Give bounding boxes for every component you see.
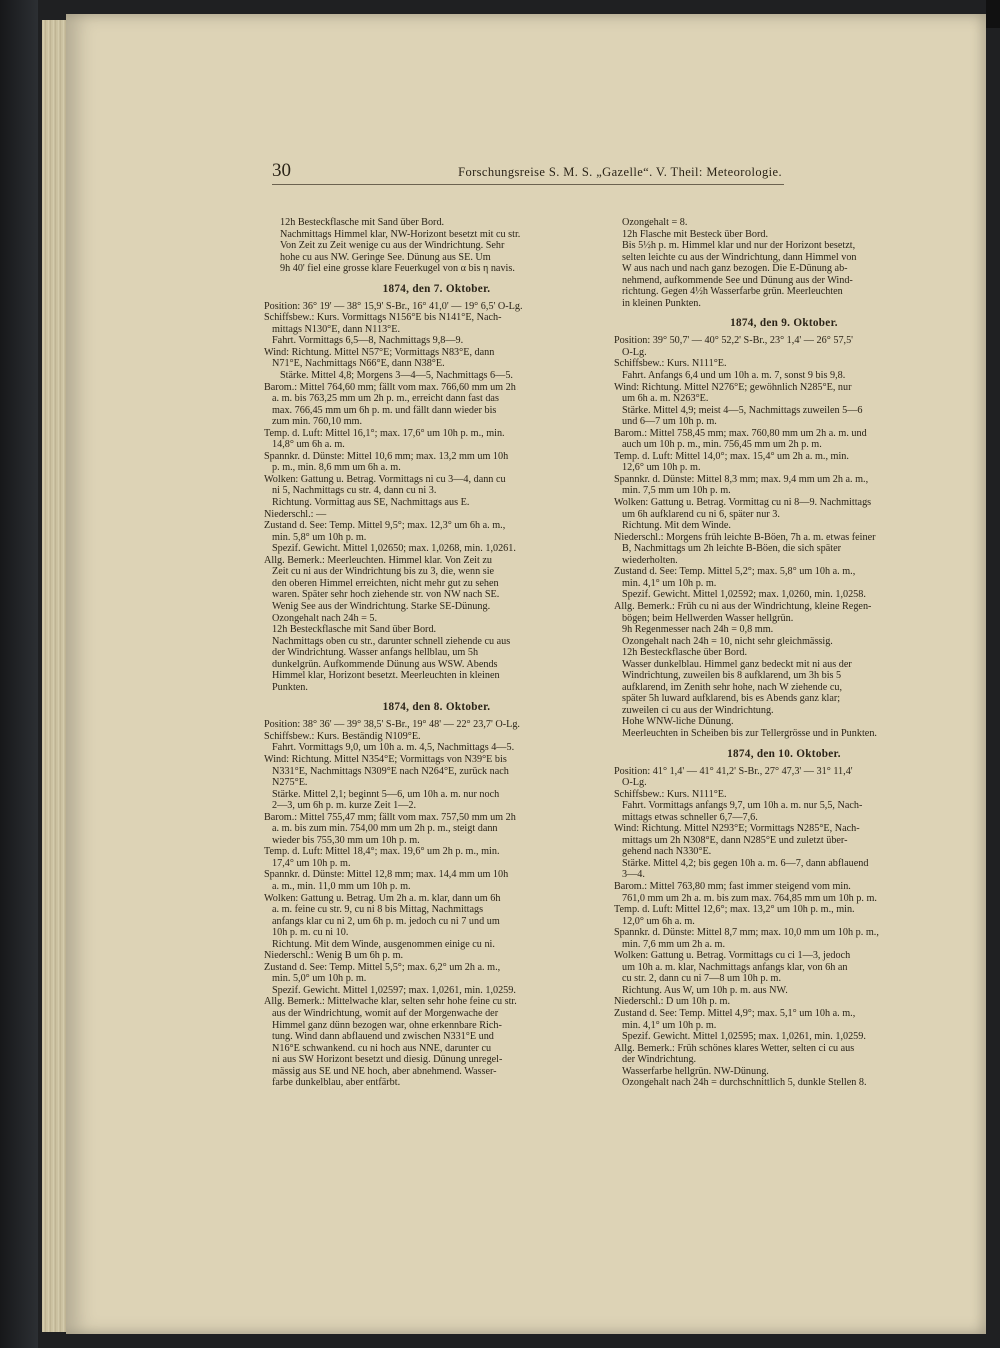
text-line: 12h Besteckflasche mit Sand über Bord. [272,624,437,636]
text-line: cu str. 2, dann cu ni 7—8 um 10h p. m. [622,973,782,985]
text-line: Spezif. Gewicht. Mittel 1,02650; max. 1,0268, min. 1,0261. [272,543,516,555]
text-line: Niederschl.: Morgens früh leichte B-Böen, 7h a. m. etwas feiner [614,531,876,543]
text-line: 17,4° um 10h p. m. [272,857,351,869]
text-line: Allg. Bemerk.: Früh schönes klares Wetter, selten ci cu aus [614,1042,855,1054]
text-line: W aus nach und nach ganz bezogen. Die E-Dünung ab- [622,263,848,275]
text-line: Barom.: Mittel 763,80 mm; fast immer steigend vom min. [614,880,851,892]
text-line: Barom.: Mittel 764,60 mm; fällt vom max. 766,60 mm um 2h [264,381,516,393]
text-line: auch um 10h p. m., min. 756,45 mm um 2h p. m. [622,439,822,451]
text-line: Schiffsbew.: Kurs. N111°E. [614,788,727,800]
text-line: Himmel klar, Horizont besetzt. Meerleuchten in kleinen [272,670,500,682]
text-line: 2—3, um 6h p. m. kurze Zeit 1—2. [272,800,417,812]
text-line: min. 5,0° um 10h p. m. [272,973,367,985]
text-line: der Windrichtung. [622,1054,697,1066]
text-line: selten leichte cu aus der Windrichtung, dann Himmel von [622,251,857,263]
text-line: Spannkr. d. Dünste: Mittel 8,3 mm; max. 9,4 mm um 2h a. m., [614,473,869,485]
text-line: Barom.: Mittel 755,47 mm; fällt vom max. 757,50 mm um 2h [264,811,516,823]
text-line: Ozongehalt nach 24h = 10, nicht sehr gleichmässig. [622,635,833,647]
text-line: Fahrt. Anfangs 6,4 und um 10h a. m. 7, sonst 9 bis 9,8. [622,370,846,382]
text-line: Temp. d. Luft: Mittel 18,4°; max. 19,6° um 2h p. m., min. [264,846,500,858]
text-line: Himmel ganz dünn bezogen war, ohne erkennbare Rich- [272,1019,502,1031]
text-line: waren. Später sehr hoch ziehende str. von NW nach SE. [272,589,500,601]
text-line: Nachmittags Himmel klar, NW-Horizont besetzt mit cu str. [280,228,521,240]
text-line: Stärke. Mittel 4,8; Morgens 3—4—5, Nachmittags 6—5. [280,370,513,382]
text-line: O-Lg. [622,346,647,358]
running-title: Forschungsreise S. M. S. „Gazelle“. V. Theil: Meteorologie. [458,165,782,179]
text-line: Spezif. Gewicht. Mittel 1,02597; max. 1,0261, min. 1,0259. [272,984,516,996]
text-line: richtung. Gegen 4½h Wasserfarbe grün. Meerleuchten [622,286,843,298]
text-line: 761,0 mm um 2h a. m. bis zum max. 764,85 mm um 10h p. m. [622,892,877,904]
text-line: Punkten. [272,681,308,693]
text-line: Barom.: Mittel 758,45 mm; max. 760,80 mm um 2h a. m. und [614,427,867,439]
text-line: 12h Besteckflasche mit Sand über Bord. [280,217,445,228]
section-heading: 1874, den 7. Oktober. [382,282,491,295]
text-line: Temp. d. Luft: Mittel 14,0°; max. 15,4° um 2h a. m., min. [614,450,849,462]
text-line: bögen; beim Hellwerden Wasser hellgrün. [622,612,794,624]
text-line: 12,6° um 10h p. m. [622,462,701,474]
text-line: N16°E schwankend. cu ni hoch aus NNE, darunter cu [272,1042,492,1054]
section-heading: 1874, den 10. Oktober. [727,747,841,760]
text-line: 9h Regenmesser nach 24h = 0,8 mm. [622,624,774,636]
text-line: zum min. 760,10 mm. [272,416,362,428]
text-line: Allg. Bemerk.: Früh cu ni aus der Windrichtung, kleine Regen- [614,600,872,612]
text-line: 10h p. m. cu ni 10. [272,927,349,939]
text-line: wieder bis 755,30 mm um 10h p. m. [272,834,420,846]
text-line: den oberen Himmel erreichten, nicht mehr gut zu sehen [272,577,499,589]
text-line: zuweilen ci cu aus der Windrichtung. [622,704,774,716]
corner-mark [986,0,1000,28]
text-line: Fahrt. Vormittags anfangs 9,7, um 10h a. m. nur 5,5, Nach- [622,800,863,812]
text-line: aus der Windrichtung, womit auf der Morgenwache der [272,1008,499,1019]
text-line: Temp. d. Luft: Mittel 12,6°; max. 13,2° um 10h p. m., min. [614,904,855,916]
text-line: um 6h a. m. N263°E. [622,393,709,405]
page-header [272,160,784,185]
book-spine [0,0,38,1348]
text-line: mässig aus SE und NE hoch, aber abnehmend. Wasser- [272,1065,497,1077]
text-line: Position: 39° 50,7' — 40° 52,2' S-Br., 23° 1,4' — 26° 57,5' [614,335,854,347]
text-line: Position: 38° 36' — 39° 38,5' S-Br., 19° 48' — 22° 23,7' O-Lg. [264,719,520,731]
text-line: Ozongehalt nach 24h = durchschnittlich 5, dunkle Stellen 8. [622,1077,867,1089]
text-line: min. 7,5 mm um 10h p. m. [622,485,731,497]
left-column [264,217,609,1089]
section-heading: 1874, den 9. Oktober. [730,317,838,330]
text-line: Spannkr. d. Dünste: Mittel 10,6 mm; max. 13,2 mm um 10h [264,450,509,462]
text-line: 12h Flasche mit Besteck über Bord. [622,228,768,240]
text-line: min. 4,1° um 10h p. m. [622,1019,717,1031]
text-line: anfangs klar cu ni 2, um 6h p. m. jedoch cu ni 7 und um [272,915,500,927]
text-line: farbe dunkelblau, aber entfärbt. [272,1077,401,1089]
text-line: Zeit cu ni aus der Windrichtung bis zu 3, die, wenn sie [272,566,495,578]
text-line: Temp. d. Luft: Mittel 16,1°; max. 17,6° um 10h p. m., min. [264,427,505,439]
text-line: ni 5, Nachmittags cu str. 4, dann cu ni 3. [272,485,437,497]
section-heading: 1874, den 8. Oktober. [382,701,491,714]
text-line: Allg. Bemerk.: Mittelwache klar, selten sehr hohe feine cu str. [264,996,517,1008]
text-line: Wolken: Gattung u. Betrag. Um 2h a. m. klar, dann um 6h [264,892,501,904]
text-line: Richtung. Aus W, um 10h p. m. aus NW. [622,984,788,996]
text-line: Bis 5½h p. m. Himmel klar und nur der Horizont besetzt, [622,240,856,252]
text-line: Wolken: Gattung u. Betrag. Vormittags ni cu 3—4, dann cu [264,473,506,485]
text-line: B, Nachmittags um 2h leichte B-Böen, die sich später [622,543,841,555]
text-line: um 10h a. m. klar, Nachmittags anfangs klar, von 6h an [622,961,848,973]
text-line: Wind: Richtung. Mittel N354°E; Vormittags von N39°E bis [264,753,507,765]
text-line: Ozongehalt nach 24h = 5. [272,612,378,624]
text-line: Hohe WNW-liche Dünung. [622,716,734,728]
text-line: min. 7,6 mm um 2h a. m. [622,938,726,950]
text-line: Wolken: Gattung u. Betrag. Vormittag cu ni 8—9. Nachmittags [614,497,872,509]
text-line: Zustand d. See: Temp. Mittel 5,5°; max. 6,2° um 2h a. m., [264,961,501,973]
text-line: a. m. bis 763,25 mm um 2h p. m., erreicht dann fast das [272,393,499,405]
text-line: min. 5,8° um 10h p. m. [272,531,367,543]
text-line: Zustand d. See: Temp. Mittel 9,5°; max. 12,3° um 6h a. m., [264,520,506,532]
text-line: mittags N130°E, dann N113°E. [272,323,401,335]
text-line: 9h 40' fiel eine grosse klare Feuerkugel von α bis η navis. [280,263,515,275]
text-line: und 6—7 um 10h p. m. [622,416,717,428]
text-line: nehmend, aufkommende See und Dünung aus der Wind- [622,274,853,286]
text-line: 12,0° um 6h a. m. [622,915,695,927]
text-line: Richtung. Mit dem Winde. [622,520,731,532]
text-line: Richtung. Vormittag aus SE, Nachmittags aus E. [272,497,470,509]
text-line: Niederschl.: D um 10h p. m. [614,996,731,1008]
text-line: O-Lg. [622,777,647,789]
text-line: Spezif. Gewicht. Mittel 1,02592; max. 1,0260, min. 1,0258. [622,589,866,601]
text-line: wiederholten. [622,554,678,566]
text-line: N331°E, Nachmittags N309°E nach N264°E, zurück nach [272,765,509,777]
text-line: Stärke. Mittel 2,1; beginnt 5—6, um 10h a. m. nur noch [272,788,500,800]
text-line: Position: 41° 1,4' — 41° 41,2' S-Br., 27° 47,3' — 31° 11,4' [614,765,853,777]
text-line: max. 766,45 mm um 6h p. m. und fällt dann wieder bis [272,404,497,416]
text-line: Fahrt. Vormittags 9,0, um 10h a. m. 4,5, Nachmittags 4—5. [272,742,515,754]
text-line: Richtung. Mit dem Winde, ausgenommen einige cu ni. [272,938,495,950]
text-line: N275°E. [272,777,308,789]
text-line: 14,8° um 6h a. m. [272,439,345,451]
text-line: Spezif. Gewicht. Mittel 1,02595; max. 1,0261, min. 1,0259. [622,1031,866,1043]
text-line: Windrichtung, zuweilen bis 8 aufklarend, um 3h bis 5 [622,670,842,682]
text-line: Wind: Richtung. Mittel N293°E; Vormittags N285°E, Nach- [614,823,860,835]
text-line: Wenig See aus der Windrichtung. Starke SE-Dünung. [272,600,491,612]
text-line: um 6h aufklarend cu ni 6, später nur 3. [622,508,780,520]
text-line: gehend nach N330°E. [622,846,712,858]
text-line: später 5h luward aufklarend, bis es Abends ganz klar; [622,693,841,705]
text-line: Niederschl.: — [264,508,327,520]
right-column [614,217,954,1089]
text-line: N71°E, Nachmittags N66°E, dann N38°E. [272,358,445,370]
text-line: in kleinen Punkten. [622,297,701,309]
text-line: tung. Wind dann abflauend und zwischen N331°E und [272,1031,494,1043]
text-line: Schiffsbew.: Kurs. Vormittags N156°E bis N141°E, Nach- [264,312,502,324]
page-number: 30 [272,160,291,181]
text-line: Niederschl.: Wenig B um 6h p. m. [264,950,404,962]
text-line: Position: 36° 19' — 38° 15,9' S-Br., 16° 41,0' — 19° 6,5' O-Lg. [264,300,523,312]
text-line: Spannkr. d. Dünste: Mittel 12,8 mm; max. 14,4 mm um 10h [264,869,509,881]
text-line: Zustand d. See: Temp. Mittel 4,9°; max. 5,1° um 10h a. m., [614,1008,856,1019]
text-line: dunkelgrün. Aufkommende Dünung aus WSW. Abends [272,658,498,670]
text-line: Fahrt. Vormittags 6,5—8, Nachmittags 9,8—9. [272,335,464,347]
text-line: Schiffsbew.: Kurs. Beständig N109°E. [264,730,421,742]
text-line: p. m., min. 8,6 mm um 6h a. m. [272,462,401,474]
text-line: Zustand d. See: Temp. Mittel 5,2°; max. 5,8° um 10h a. m., [614,566,856,578]
text-line: 12h Besteckflasche über Bord. [622,647,748,659]
text-line: mittags um 2h N308°E, dann N285°E und zuletzt über- [622,834,848,846]
text-line: Wolken: Gattung u. Betrag. Vormittags cu ci 1—3, jedoch [614,950,851,962]
text-line: ni aus SW Horizont besetzt und diesig. Dünung unregel- [272,1054,503,1066]
text-line: Wind: Richtung. Mittel N57°E; Vormittags N83°E, dann [264,346,495,358]
text-line: Schiffsbew.: Kurs. N111°E. [614,358,727,370]
text-line: Nachmittags oben cu str., darunter schnell ziehende cu aus [272,635,511,647]
text-line: a. m., min. 11,0 mm um 10h p. m. [272,880,411,892]
text-line: Meerleuchten in Scheiben bis zur Tellergrösse und in Punkten. [622,727,877,739]
text-line: hohe cu aus NW. Geringe See. Dünung aus SE. Um [280,251,491,263]
text-line: Ozongehalt = 8. [622,217,688,228]
text-line: Allg. Bemerk.: Meerleuchten. Himmel klar. Von Zeit zu [264,554,492,566]
text-line: mittags etwas schneller 6,7—7,6. [622,811,758,823]
text-line: Wind: Richtung. Mittel N276°E; gewöhnlich N285°E, nur [614,381,852,393]
text-line: Wasser dunkelblau. Himmel ganz bedeckt mit ni aus der [622,658,852,670]
text-line: Stärke. Mittel 4,9; meist 4—5, Nachmittags zuweilen 5—6 [622,404,863,416]
text-line: der Windrichtung. Wasser anfangs hellblau, um 5h [272,647,479,659]
text-line: Spannkr. d. Dünste: Mittel 8,7 mm; max. 10,0 mm um 10h p. m., [614,927,879,939]
text-line: a. m. bis zum min. 754,00 mm um 2h p. m., steigt dann [272,823,498,835]
text-line: Von Zeit zu Zeit wenige cu aus der Windrichtung. Sehr [280,240,505,252]
text-line: Stärke. Mittel 4,2; bis gegen 10h a. m. 6—7, dann abflauend [622,857,869,869]
text-line: Wasserfarbe hellgrün. NW-Dünung. [622,1065,769,1077]
text-line: aufklarend, im Zenith sehr hohe, nach W ziehende cu, [622,681,842,693]
text-line: a. m. feine cu str. 9, cu ni 8 bis Mittag, Nachmittags [272,904,484,916]
text-line: min. 4,1° um 10h p. m. [622,577,717,589]
text-line: 3—4. [622,869,645,881]
